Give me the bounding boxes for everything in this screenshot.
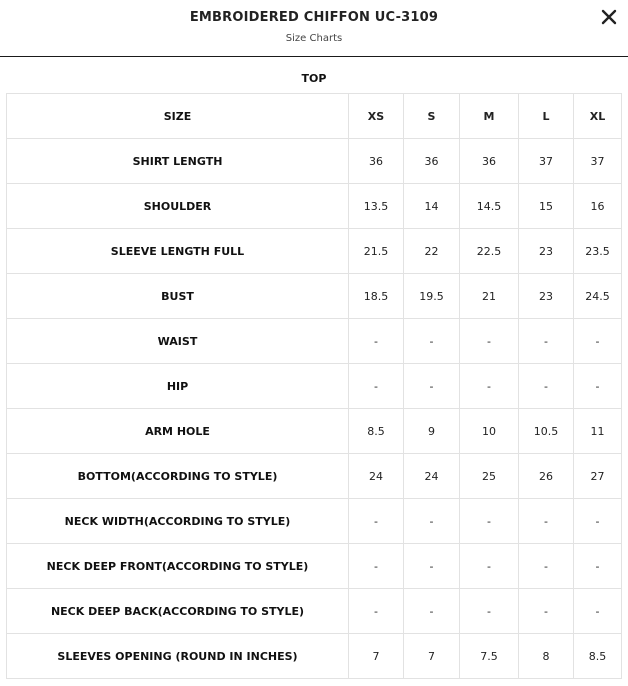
table-cell: 7.5: [460, 634, 519, 679]
table-row: [7, 454, 622, 499]
table-row: [7, 319, 622, 364]
row-label: NECK WIDTH(ACCORDING TO STYLE): [7, 499, 349, 544]
table-cell: 37: [519, 139, 574, 184]
header-l: L: [519, 94, 574, 139]
table-cell: -: [460, 589, 519, 634]
table-cell: 15: [519, 184, 574, 229]
table-row: [7, 364, 622, 409]
table-cell: 26: [519, 454, 574, 499]
table-cell: 7: [404, 634, 460, 679]
table-cell: 23: [519, 229, 574, 274]
table-cell: -: [349, 589, 404, 634]
table-cell: -: [349, 319, 404, 364]
table-cell: 23.5: [574, 229, 622, 274]
table-row: [7, 184, 622, 229]
row-label: SLEEVES OPENING (ROUND IN INCHES): [7, 634, 349, 679]
header-xl: XL: [574, 94, 622, 139]
close-icon: [598, 6, 620, 28]
table-cell: 37: [574, 139, 622, 184]
table-cell: 16: [574, 184, 622, 229]
table-cell: 14.5: [460, 184, 519, 229]
table-cell: -: [349, 544, 404, 589]
table-cell: 8.5: [574, 634, 622, 679]
table-row: [7, 634, 622, 679]
table-row: [7, 499, 622, 544]
table-cell: 25: [460, 454, 519, 499]
table-cell: 11: [574, 409, 622, 454]
table-cell: -: [404, 499, 460, 544]
table-cell: 24.5: [574, 274, 622, 319]
table-cell: 36: [404, 139, 460, 184]
table-cell: 24: [404, 454, 460, 499]
table-cell: -: [519, 589, 574, 634]
table-row: [7, 229, 622, 274]
row-label: HIP: [7, 364, 349, 409]
table-cell: -: [460, 364, 519, 409]
table-cell: -: [404, 544, 460, 589]
table-row: [7, 139, 622, 184]
table-cell: -: [460, 319, 519, 364]
table-cell: 23: [519, 274, 574, 319]
modal-header: [0, 0, 628, 57]
table-cell: -: [574, 589, 622, 634]
table-cell: 21: [460, 274, 519, 319]
close-button[interactable]: [598, 6, 620, 28]
table-cell: 21.5: [349, 229, 404, 274]
table-cell: -: [574, 319, 622, 364]
row-label: WAIST: [7, 319, 349, 364]
table-cell: 22: [404, 229, 460, 274]
table-header-row: [7, 94, 622, 139]
table-cell: -: [574, 499, 622, 544]
row-label: SHOULDER: [7, 184, 349, 229]
table-cell: 36: [349, 139, 404, 184]
table-row: [7, 409, 622, 454]
table-cell: 9: [404, 409, 460, 454]
table-cell: -: [349, 499, 404, 544]
header-size: SIZE: [7, 94, 349, 139]
table-cell: -: [460, 499, 519, 544]
table-cell: 8: [519, 634, 574, 679]
row-label: SLEEVE LENGTH FULL: [7, 229, 349, 274]
row-label: NECK DEEP BACK(ACCORDING TO STYLE): [7, 589, 349, 634]
table-cell: 10: [460, 409, 519, 454]
table-cell: 19.5: [404, 274, 460, 319]
row-label: BOTTOM(ACCORDING TO STYLE): [7, 454, 349, 499]
table-cell: -: [519, 364, 574, 409]
table-cell: -: [519, 499, 574, 544]
section-title: TOP: [301, 72, 327, 85]
table-cell: -: [349, 364, 404, 409]
table-cell: -: [404, 319, 460, 364]
table-cell: 36: [460, 139, 519, 184]
row-label: ARM HOLE: [7, 409, 349, 454]
header-xs: XS: [349, 94, 404, 139]
table-cell: -: [519, 319, 574, 364]
table-cell: 8.5: [349, 409, 404, 454]
header-s: S: [404, 94, 460, 139]
table-row: [7, 544, 622, 589]
table-cell: 14: [404, 184, 460, 229]
table-cell: -: [574, 364, 622, 409]
table-cell: 18.5: [349, 274, 404, 319]
table-cell: 24: [349, 454, 404, 499]
table-cell: -: [460, 544, 519, 589]
row-label: SHIRT LENGTH: [7, 139, 349, 184]
table-row: [7, 589, 622, 634]
row-label: BUST: [7, 274, 349, 319]
table-row: [7, 274, 622, 319]
table-cell: 22.5: [460, 229, 519, 274]
table-cell: 27: [574, 454, 622, 499]
table-cell: -: [404, 589, 460, 634]
table-cell: -: [574, 544, 622, 589]
table-cell: 7: [349, 634, 404, 679]
table-cell: -: [404, 364, 460, 409]
table-cell: 10.5: [519, 409, 574, 454]
table-cell: 13.5: [349, 184, 404, 229]
header-m: M: [460, 94, 519, 139]
modal-title: EMBROIDERED CHIFFON UC-3109: [189, 10, 439, 25]
modal-subtitle: Size Charts: [285, 33, 343, 44]
row-label: NECK DEEP FRONT(ACCORDING TO STYLE): [7, 544, 349, 589]
table-cell: -: [519, 544, 574, 589]
size-chart-table: [6, 93, 622, 679]
